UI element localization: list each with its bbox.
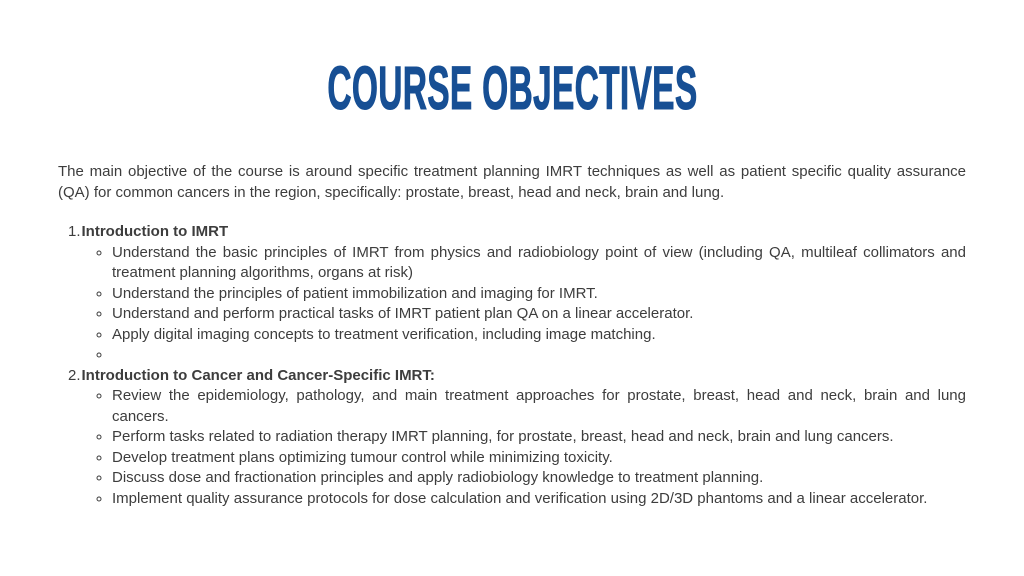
section-2-heading: [58, 366, 966, 387]
bullet-item: ◦ Apply digital imaging concepts to treatment verification, including image matching.: [112, 325, 966, 346]
section-intro-to-cancer-imrt: [58, 366, 966, 510]
bullet-item: ◦ Review the epidemiology, pathology, and main treatment approaches for prostate, breast, head and neck, brain and lung cancers.: [112, 386, 966, 427]
slide-title: COURSE OBJECTIVES: [326, 54, 698, 122]
section-2-title: Introduction to Cancer and Cancer-Specific IMRT:: [81, 366, 435, 384]
slide-title-wrap: [0, 54, 1024, 122]
slide-content: [58, 162, 966, 509]
bullet-item: ◦ Implement quality assurance protocols for dose calculation and verification using 2D/3D phantoms and a linear accelerator.: [112, 489, 966, 510]
section-1-title: Introduction to IMRT: [81, 223, 229, 240]
section-1-number: 1.: [68, 223, 81, 240]
intro-paragraph: The main objective of the course is around specific treatment planning IMRT techniques as well as patient specific quality assurance (QA) for common cancers in the region, specifically: prostate, breast, head and neck, brain and lung.: [58, 163, 966, 201]
section-1-heading: [58, 222, 966, 243]
section-intro-to-imrt: [58, 222, 966, 366]
section-1-bullet-list: [58, 243, 966, 366]
bullet-item: ◦ Understand and perform practical tasks of IMRT patient plan QA on a linear accelerator.: [112, 304, 966, 325]
section-2-number: 2.: [68, 366, 81, 384]
bullet-item: ◦ Understand the principles of patient immobilization and imaging for IMRT.: [112, 284, 966, 305]
bullet-item-empty: [112, 345, 966, 366]
bullet-item: ◦ Understand the basic principles of IMRT from physics and radiobiology point of view (including QA, multileaf collimators and treatment planning algorithms, organs at risk): [112, 243, 966, 284]
bullet-item: ◦ Discuss dose and fractionation principles and apply radiobiology knowledge to treatment planning.: [112, 468, 966, 489]
bullet-item: ◦ Develop treatment plans optimizing tumour control while minimizing toxicity.: [112, 448, 966, 469]
bullet-item: ◦ Perform tasks related to radiation therapy IMRT planning, for prostate, breast, head and neck, brain and lung cancers.: [112, 427, 966, 448]
section-2-bullet-list: [58, 386, 966, 509]
